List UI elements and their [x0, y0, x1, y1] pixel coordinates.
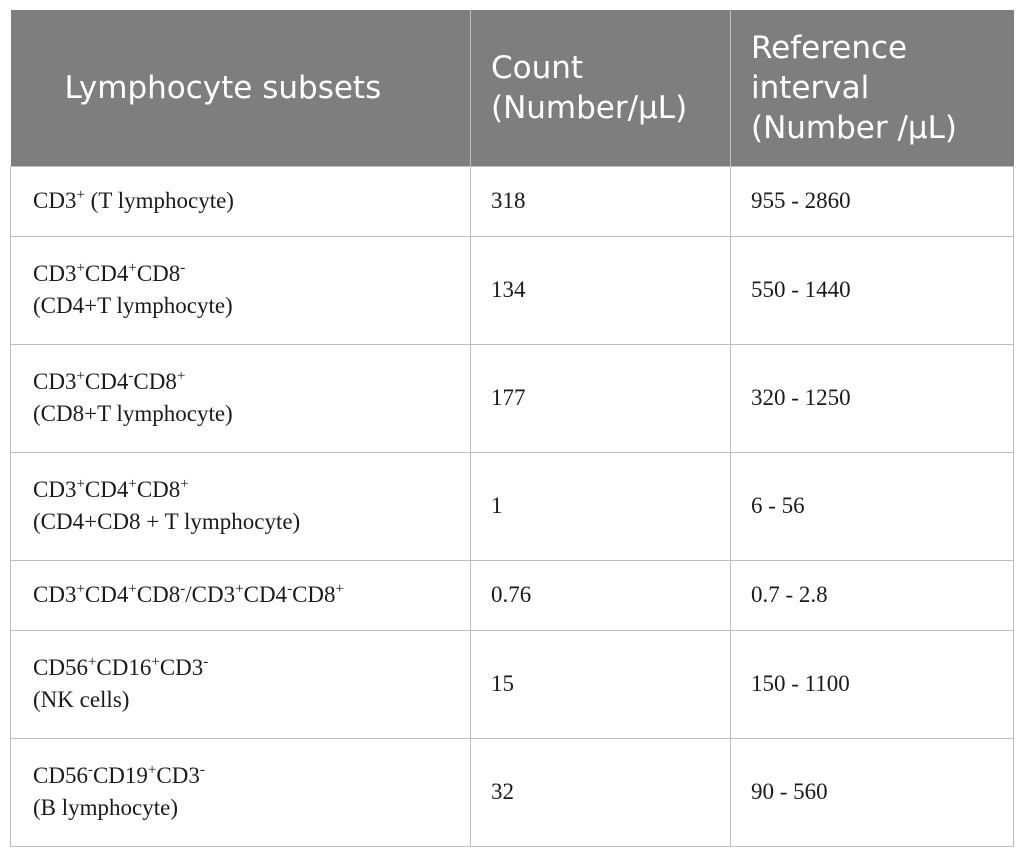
marker-name: CD3	[33, 188, 77, 213]
count-cell: 32	[471, 738, 731, 846]
subset-description: (T lymphocyte)	[90, 188, 234, 213]
subset-description: (NK cells)	[33, 687, 130, 712]
marker-name: CD4	[243, 582, 288, 607]
marker-name: CD8	[136, 261, 181, 286]
table-body	[11, 166, 1014, 846]
lymphocyte-subset-cell	[11, 630, 471, 738]
marker-name: CD8	[292, 582, 336, 607]
marker-sign: +	[128, 260, 137, 276]
marker-sign: +	[76, 581, 85, 597]
marker-sign: +	[335, 581, 344, 597]
marker-sign: +	[235, 581, 244, 597]
marker-name: CD3	[156, 763, 200, 788]
reference-interval-cell: 90 - 560	[731, 738, 1014, 846]
marker-name: CD16	[96, 655, 152, 680]
table-row	[11, 166, 1014, 236]
marker-sign: -	[180, 260, 186, 276]
marker-sign: +	[76, 260, 85, 276]
header-reference: Reference interval (Number /μL)	[731, 10, 1014, 166]
marker-sign: +	[128, 581, 137, 597]
subset-marker	[33, 188, 85, 213]
marker-sign: -	[87, 762, 93, 778]
lymphocyte-table	[10, 10, 1014, 847]
subset-marker	[33, 582, 344, 607]
marker-sign: +	[180, 476, 189, 492]
subset-description: (CD8+T lymphocyte)	[33, 401, 233, 426]
table-row	[11, 630, 1014, 738]
lymphocyte-subset-cell	[11, 166, 471, 236]
lymphocyte-subset-cell	[11, 236, 471, 344]
lymphocyte-subset-cell	[11, 560, 471, 630]
header-subset: Lymphocyte subsets	[11, 10, 471, 166]
marker-sign: -	[287, 581, 293, 597]
marker-sign: -	[203, 654, 209, 670]
header-row	[11, 10, 1014, 166]
subset-description: (B lymphocyte)	[33, 795, 178, 820]
subset-marker	[33, 655, 208, 680]
lymphocyte-subset-cell	[11, 738, 471, 846]
reference-interval-cell: 320 - 1250	[731, 344, 1014, 452]
marker-name: CD4	[84, 477, 129, 502]
marker-name: CD3	[33, 261, 77, 286]
subset-marker	[33, 261, 185, 286]
table-row	[11, 236, 1014, 344]
subset-marker	[33, 477, 189, 502]
table-row	[11, 560, 1014, 630]
header-count: Count (Number/μL)	[471, 10, 731, 166]
marker-name: CD56	[33, 763, 88, 788]
reference-interval-cell: 150 - 1100	[731, 630, 1014, 738]
reference-interval-cell: 6 - 56	[731, 452, 1014, 560]
count-cell: 1	[471, 452, 731, 560]
marker-name: CD8	[133, 369, 177, 394]
marker-sign: -	[199, 762, 205, 778]
marker-name: CD3	[33, 477, 77, 502]
subset-description: (CD4+T lymphocyte)	[33, 293, 233, 318]
table-row	[11, 344, 1014, 452]
marker-name: CD3	[33, 582, 77, 607]
marker-sign: +	[76, 476, 85, 492]
marker-name: CD8	[136, 582, 181, 607]
subset-marker	[33, 369, 185, 394]
marker-name: CD3	[33, 369, 77, 394]
marker-name: CD8	[136, 477, 181, 502]
marker-name: CD4	[84, 261, 129, 286]
marker-name: /CD3	[185, 582, 236, 607]
table-row	[11, 452, 1014, 560]
marker-sign: +	[76, 187, 85, 203]
marker-name: CD3	[159, 655, 204, 680]
table-row	[11, 738, 1014, 846]
marker-sign: +	[87, 654, 97, 670]
marker-sign: +	[76, 368, 85, 384]
lymphocyte-subset-cell	[11, 344, 471, 452]
marker-sign: +	[151, 654, 160, 670]
marker-name: CD4	[84, 582, 129, 607]
reference-interval-cell: 955 - 2860	[731, 166, 1014, 236]
count-cell: 15	[471, 630, 731, 738]
lymphocyte-subset-cell	[11, 452, 471, 560]
marker-sign: +	[147, 762, 157, 778]
subset-marker	[33, 763, 205, 788]
marker-name: CD56	[33, 655, 88, 680]
count-cell: 318	[471, 166, 731, 236]
count-cell: 177	[471, 344, 731, 452]
marker-name: CD19	[92, 763, 148, 788]
marker-sign: -	[180, 581, 186, 597]
count-cell: 0.76	[471, 560, 731, 630]
reference-interval-cell: 550 - 1440	[731, 236, 1014, 344]
reference-interval-cell: 0.7 - 2.8	[731, 560, 1014, 630]
subset-description: (CD4+CD8 + T lymphocyte)	[33, 509, 301, 534]
marker-name: CD4	[84, 369, 129, 394]
marker-sign: -	[128, 368, 134, 384]
marker-sign: +	[128, 476, 137, 492]
marker-sign: +	[176, 368, 186, 384]
count-cell: 134	[471, 236, 731, 344]
